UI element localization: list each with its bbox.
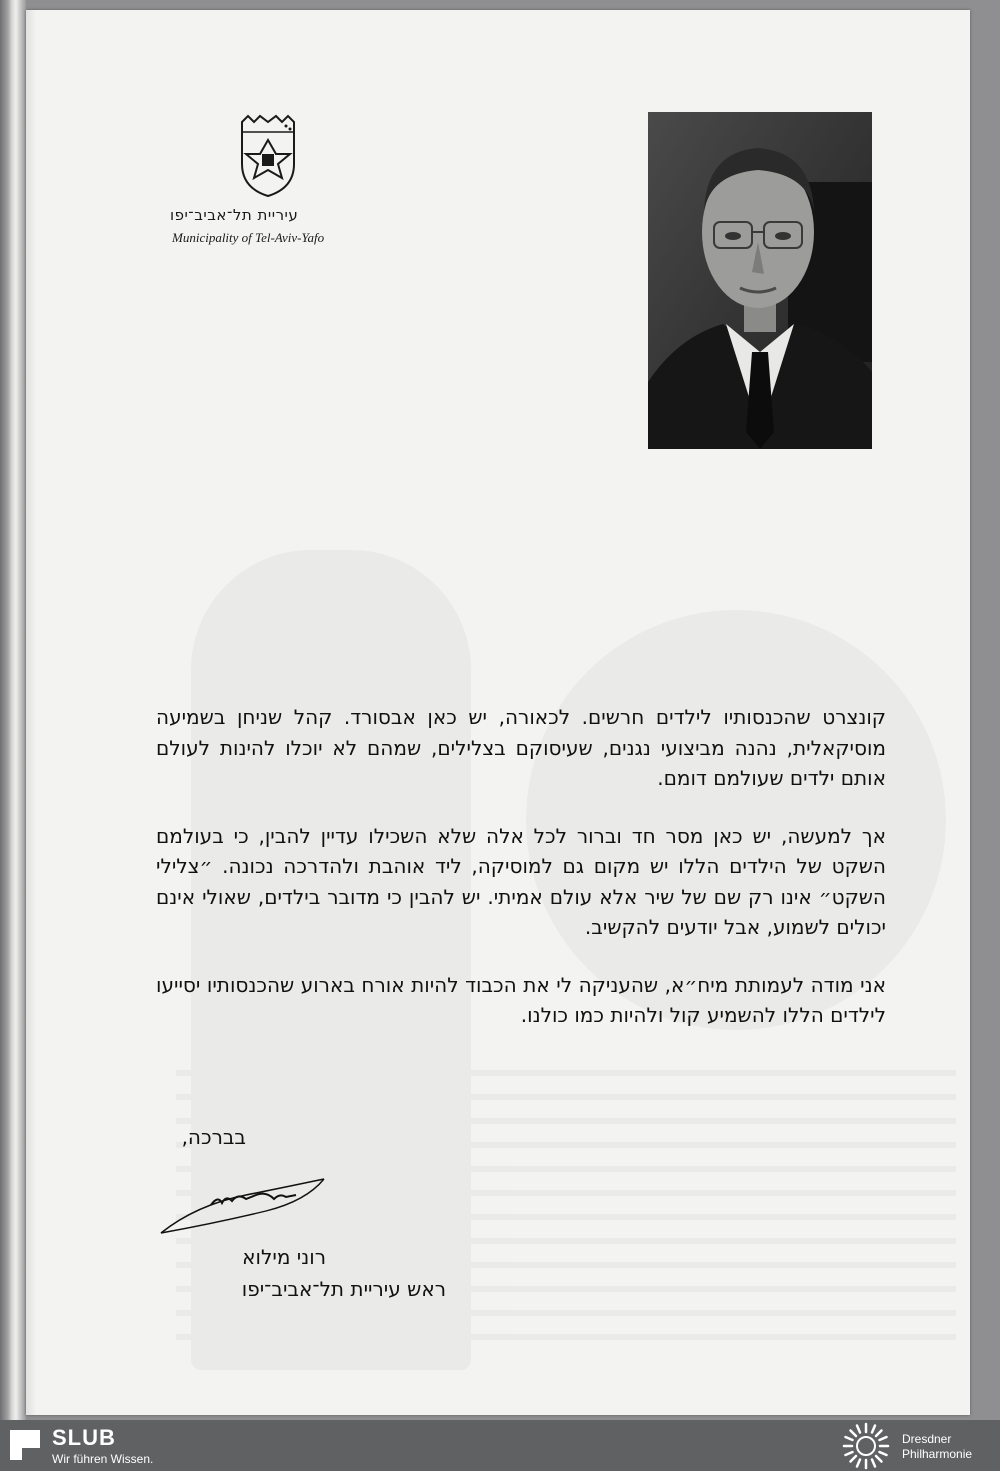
adjacent-page-edge: [0, 0, 26, 1420]
municipality-logo: [166, 112, 376, 257]
philharmonie-name-line1: Dresdner: [902, 1432, 952, 1446]
handwritten-signature: [156, 1165, 331, 1240]
letter-paragraph: אך למעשה, יש כאן מסר חד וברור לכל אלה שלא השכילו עדיין להבין, כי בעולמם השקט של הילדים הללו יש מקום גם למוסיקה, ליד אוהבת ולהדרכה נכונה. ״צלילי השקט״ אינו רק שם של שיר אלא עולם אמיתי. יש להבין כי מדובר בילדים, שאולי אינם יכולים לשמוע, אבל יודעים להקשיב.: [156, 823, 886, 939]
letter-greeting: בברכה,: [181, 1125, 246, 1149]
viewer-footer-bar: [0, 1420, 1000, 1471]
slub-title[interactable]: SLUB: [52, 1425, 116, 1450]
slub-tagline: Wir führen Wissen.: [52, 1452, 154, 1466]
mayor-portrait-photo: [648, 112, 872, 449]
logo-hebrew-text: עיריית תל־אביב־יפו: [170, 206, 299, 224]
letter-paragraph: אני מודה לעמותת מיח״א, שהעניקה לי את הכבוד להיות אורח בארוע שהכנסותיו יסייעו לילדים הללו להשמיע קול ולהיות כמו כולנו.: [156, 972, 886, 1027]
logo-english-text: Municipality of Tel-Aviv-Yafo: [172, 230, 325, 245]
dresdner-philharmonie-logo-icon[interactable]: [842, 1422, 890, 1470]
letter-body: [156, 702, 886, 1058]
signer-name: רוני מילוא: [242, 1245, 326, 1269]
letter-paragraph: קונצרט שהכנסותיו לילדים חרשים. לכאורה, יש כאן אבסורד. קהל שניחן בשמיעה מוסיקאלית, נהנה מביצועי נגנים, שעיסוקם בצלילים, שמהם לא יוכלו להינות לעולם אותם ילדים שעולמם דומם.: [156, 705, 886, 790]
philharmonie-name-line2: Philharmonie: [902, 1447, 973, 1461]
slub-logo-icon[interactable]: [8, 1428, 42, 1462]
document-page: [26, 10, 970, 1415]
tel-aviv-crest-icon: [234, 112, 302, 198]
signer-title: ראש עיריית תל־אביב־יפו: [241, 1277, 446, 1301]
